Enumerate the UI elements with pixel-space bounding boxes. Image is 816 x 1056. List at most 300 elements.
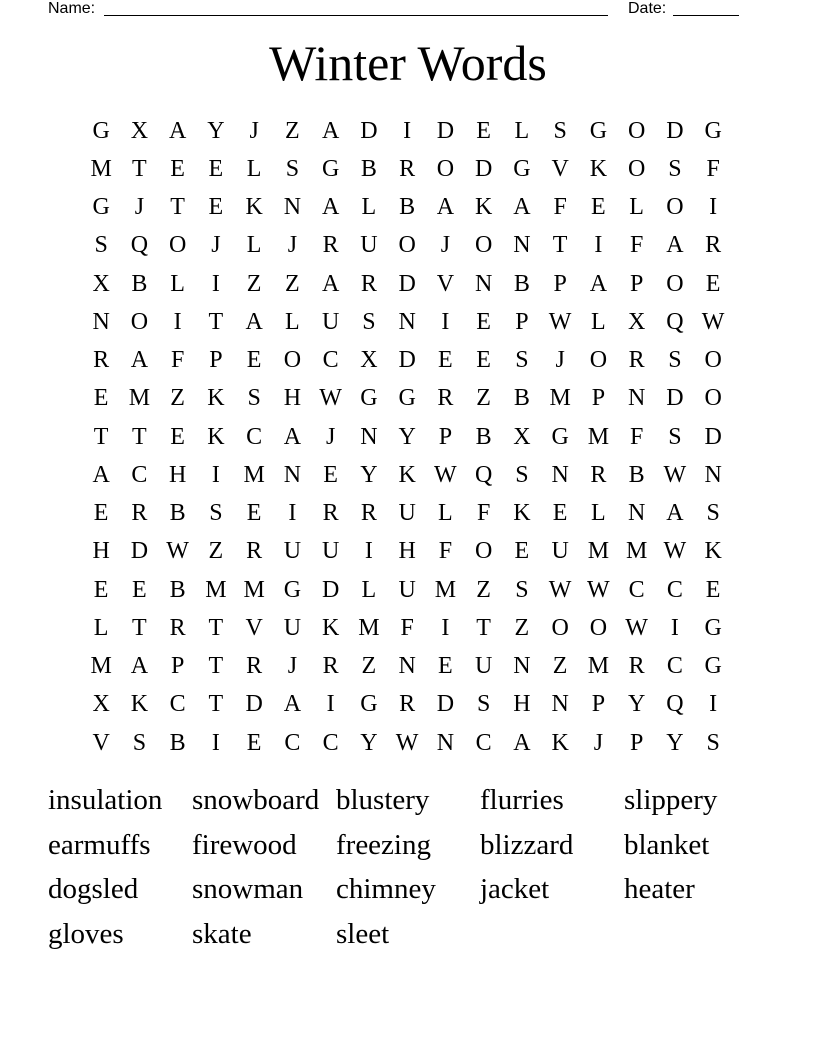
grid-cell: G [360,385,378,412]
grid-cell: R [246,653,263,680]
grid-cell: E [476,117,491,144]
grid-cell: E [93,500,109,527]
grid-cell: L [591,308,606,335]
grid-cell: V [551,155,569,182]
grid-cell: R [628,347,645,374]
grid-cell: G [92,117,110,144]
grid-cell: D [360,117,378,144]
grid-row [82,418,732,456]
grid-cell: Z [246,270,262,297]
grid-cell: X [130,117,149,144]
word-list-item: heater [624,873,695,905]
grid-cell: P [553,270,567,297]
grid-cell: M [90,155,112,182]
grid-cell: N [283,461,302,488]
grid-cell: A [321,270,340,297]
grid-cell: B [513,385,530,412]
grid-cell: U [474,653,493,680]
grid-cell: S [668,423,682,450]
grid-cell: K [513,500,531,527]
grid-cell: A [666,232,684,259]
grid-cell: E [246,729,262,756]
word-list-item: freezing [336,828,431,861]
grid-cell: E [476,347,491,374]
grid-cell: S [476,691,491,718]
grid-cell: J [134,194,145,221]
grid-cell: N [398,653,416,680]
grid-cell: E [514,538,530,565]
grid-cell: E [93,385,109,412]
grid-row [82,342,732,380]
grid-cell: V [436,270,455,297]
grid-cell: O [551,614,569,641]
grid-cell: V [92,729,110,756]
word-list-item: sleet [336,917,390,950]
grid-cell: R [705,232,722,259]
grid-cell: A [92,461,110,488]
grid-cell: M [549,385,571,412]
grid-cell: E [438,347,453,374]
date-blank-line [673,15,739,16]
grid-cell: W [587,576,610,603]
grid-cell: E [705,270,721,297]
grid-cell: B [628,461,645,488]
grid-cell: L [361,194,377,221]
grid-cell: N [627,500,646,527]
grid-cell: B [131,270,148,297]
grid-cell: Y [360,729,378,756]
grid-cell: G [704,117,722,144]
grid-cell: K [589,155,608,182]
word-list-item: dogsled [48,873,139,905]
grid-cell: R [322,232,339,259]
grid-cell: M [587,653,610,680]
grid-cell: N [551,691,569,718]
grid-cell: D [130,538,149,565]
grid-cell: R [399,155,416,182]
grid-cell: C [666,576,683,603]
grid-cell: M [205,576,227,603]
grid-cell: M [587,423,610,450]
grid-cell: S [362,308,376,335]
grid-cell: K [207,423,225,450]
grid-cell: G [283,576,302,603]
grid-cell: E [208,194,224,221]
grid-cell: X [92,691,110,718]
grid-row [82,609,732,647]
grid-cell: P [515,308,529,335]
grid-cell: A [245,308,263,335]
grid-cell: I [173,308,182,335]
grid-cell: O [474,538,493,565]
grid-cell: R [628,653,645,680]
grid-cell: W [548,308,572,335]
grid-cell: T [208,614,224,641]
grid-cell: R [246,538,263,565]
grid-cell: I [403,117,412,144]
grid-cell: X [360,347,378,374]
grid-cell: I [594,232,603,259]
grid-cell: A [168,117,187,144]
grid-cell: J [325,423,336,450]
word-list-item: chimney [336,873,436,905]
word-list-item: blustery [336,784,430,816]
grid-cell: Z [361,653,377,680]
grid-cell: T [208,691,224,718]
grid-cell: R [322,653,339,680]
grid-cell: J [211,232,221,259]
grid-cell: A [436,194,455,221]
grid-cell: E [705,576,721,603]
grid-cell: I [670,614,679,641]
grid-cell: D [704,423,722,450]
grid-cell: M [243,461,265,488]
grid-cell: T [132,155,147,182]
grid-cell: B [169,729,186,756]
grid-cell: P [591,691,606,718]
grid-cell: U [321,538,340,565]
word-list [48,780,768,958]
grid-cell: T [93,423,109,450]
grid-cell: S [706,729,720,756]
grid-cell: N [474,270,493,297]
grid-cell: N [398,308,416,335]
grid-cell: O [627,155,646,182]
grid-cell: C [131,461,148,488]
grid-cell: U [321,308,340,335]
grid-cell: U [360,232,378,259]
grid-cell: E [323,461,338,488]
grid-cell: T [132,423,147,450]
grid-cell: U [551,538,569,565]
grid-cell: K [130,691,149,718]
grid-cell: F [629,232,644,259]
grid-cell: N [551,461,569,488]
grid-cell: H [283,385,302,412]
grid-row [82,189,732,227]
grid-cell: Z [552,653,568,680]
grid-cell: S [94,232,108,259]
grid-cell: F [438,538,453,565]
grid-cell: S [247,385,261,412]
grid-cell: Q [130,232,149,259]
grid-row [82,495,732,533]
grid-cell: Y [627,691,646,718]
grid-cell: X [92,270,110,297]
grid-row [82,150,732,188]
grid-cell: W [395,729,419,756]
grid-cell: S [706,500,720,527]
grid-cell: W [663,538,687,565]
word-list-item: slippery [624,784,718,816]
grid-cell: Z [285,270,300,297]
grid-cell: N [513,232,531,259]
grid-cell: B [360,155,377,182]
grid-cell: G [551,423,569,450]
grid-cell: Y [666,729,684,756]
grid-cell: T [170,194,185,221]
grid-cell: Y [398,423,416,450]
grid-cell: E [170,155,185,182]
grid-cell: K [551,729,569,756]
grid-cell: R [360,500,377,527]
grid-cell: N [436,729,455,756]
grid-cell: E [476,308,491,335]
grid-cell: O [666,194,684,221]
grid-cell: G [704,614,722,641]
grid-cell: Z [285,117,300,144]
grid-cell: Q [666,691,684,718]
date-label: Date: [628,0,667,17]
grid-cell: F [553,194,567,221]
grid-cell: D [474,155,493,182]
grid-cell: N [92,308,110,335]
grid-cell: Z [170,385,185,412]
grid-cell: F [706,155,720,182]
grid-cell: I [326,691,335,718]
grid-cell: L [438,500,453,527]
grid-cell: D [321,576,340,603]
grid-cell: R [590,461,607,488]
grid-cell: W [625,614,648,641]
grid-cell: C [666,653,683,680]
grid-cell: T [132,614,147,641]
grid-cell: H [398,538,416,565]
grid-cell: G [321,155,340,182]
grid-cell: N [360,423,378,450]
grid-cell: F [170,347,185,374]
grid-cell: R [93,347,110,374]
grid-cell: E [208,155,224,182]
grid-row [82,303,732,341]
grid-cell: L [591,500,606,527]
grid-cell: O [666,270,684,297]
grid-cell: G [513,155,531,182]
word-list-item: snowman [192,873,304,905]
grid-cell: O [436,155,455,182]
grid-cell: G [398,385,416,412]
grid-cell: H [92,538,110,565]
grid-cell: Z [208,538,224,565]
grid-cell: O [589,614,608,641]
grid-cell: B [169,576,186,603]
grid-cell: O [398,232,416,259]
grid-cell: M [358,614,380,641]
grid-cell: C [322,729,339,756]
grid-cell: O [474,232,493,259]
grid-cell: M [90,653,112,680]
grid-cell: U [283,614,302,641]
grid-cell: P [438,423,453,450]
grid-cell: K [398,461,416,488]
grid-cell: I [211,729,220,756]
grid-cell: W [663,461,687,488]
grid-cell: L [285,308,300,335]
grid-cell: S [553,117,567,144]
grid-cell: R [399,691,416,718]
word-list-item: gloves [48,917,124,950]
grid-cell: J [440,232,451,259]
grid-cell: Z [476,385,491,412]
grid-cell: A [321,194,340,221]
grid-cell: U [398,500,416,527]
grid-cell: C [628,576,645,603]
grid-cell: A [283,423,302,450]
grid-cell: A [321,117,340,144]
grid-cell: M [243,576,265,603]
word-list-item: jacket [480,873,550,905]
grid-cell: S [285,155,300,182]
grid-cell: W [319,385,342,412]
grid-cell: O [627,117,646,144]
grid-cell: Z [476,576,491,603]
grid-cell: D [245,691,263,718]
grid-cell: R [131,500,148,527]
grid-cell: E [246,347,262,374]
grid-cell: O [283,347,302,374]
grid-cell: D [436,691,455,718]
grid-cell: L [246,155,262,182]
grid-cell: D [666,117,684,144]
grid-cell: E [246,500,262,527]
grid-cell: I [288,500,297,527]
grid-cell: B [169,500,186,527]
word-list-item: blanket [624,828,710,861]
grid-cell: E [591,194,606,221]
grid-row [82,265,732,303]
grid-cell: L [361,576,377,603]
grid-cell: I [364,538,373,565]
grid-cell: N [513,653,531,680]
grid-row [82,112,732,150]
grid-cell: P [629,270,644,297]
grid-cell: A [513,194,531,221]
grid-cell: B [513,270,530,297]
grid-cell: E [93,576,109,603]
page-title: Winter Words [269,35,547,91]
word-list-item: firewood [192,828,297,861]
grid-cell: O [704,385,722,412]
grid-cell: E [170,423,185,450]
grid-cell: M [434,576,457,603]
grid-cell: S [668,155,682,182]
grid-cell: O [168,232,187,259]
grid-cell: S [515,461,529,488]
grid-cell: X [627,308,646,335]
grid-cell: S [209,500,223,527]
grid-cell: F [629,423,644,450]
grid-cell: C [475,729,492,756]
grid-cell: F [400,614,414,641]
grid-cell: E [438,653,453,680]
grid-cell: H [513,691,531,718]
grid-cell: T [208,653,224,680]
word-list-item: insulation [48,784,163,816]
grid-cell: I [709,691,718,718]
word-list-item: skate [192,917,252,950]
grid-row [82,456,732,494]
grid-cell: M [625,538,648,565]
grid-cell: F [476,500,491,527]
grid-cell: K [245,194,263,221]
grid-cell: P [170,653,185,680]
grid-cell: A [130,347,149,374]
grid-cell: G [589,117,608,144]
grid-cell: L [246,232,262,259]
grid-cell: U [398,576,416,603]
grid-cell: T [208,308,224,335]
grid-cell: X [513,423,531,450]
grid-cell: S [515,576,529,603]
grid-cell: W [548,576,572,603]
grid-cell: W [166,538,189,565]
grid-cell: R [360,270,377,297]
grid-row [82,724,732,762]
grid-cell: R [169,614,186,641]
grid-cell: K [207,385,225,412]
grid-cell: L [170,270,185,297]
grid-cell: J [287,653,298,680]
grid-cell: E [132,576,147,603]
grid-cell: R [322,500,339,527]
grid-cell: P [591,385,606,412]
grid-cell: V [245,614,263,641]
grid-cell: Y [207,117,225,144]
grid-cell: Z [514,614,530,641]
grid-cell: A [283,691,302,718]
grid-cell: T [552,232,568,259]
grid-cell: J [593,729,604,756]
grid-cell: J [287,232,298,259]
grid-row [82,227,732,265]
grid-cell: M [128,385,151,412]
grid-cell: M [587,538,610,565]
word-list-item: blizzard [480,828,574,861]
grid-cell: G [704,653,722,680]
grid-cell: A [589,270,608,297]
grid-cell: D [666,385,684,412]
grid-cell: B [399,194,416,221]
grid-cell: O [704,347,722,374]
grid-cell: A [130,653,149,680]
grid-cell: N [283,194,302,221]
grid-cell: B [475,423,492,450]
grid-cell: U [283,538,302,565]
grid-cell: D [398,347,416,374]
grid-cell: O [589,347,608,374]
grid-cell: Q [666,308,684,335]
word-list-item: snowboard [192,784,320,816]
grid-cell: S [515,347,529,374]
grid-cell: Q [474,461,493,488]
word-list-item: earmuffs [48,828,151,861]
grid-cell: J [249,117,259,144]
grid-cell: I [211,270,220,297]
grid-row [82,686,732,724]
grid-cell: K [321,614,340,641]
grid-cell: J [555,347,565,374]
word-list-item: flurries [480,784,564,816]
grid-cell: L [514,117,530,144]
grid-cell: W [701,308,725,335]
grid-cell: C [246,423,263,450]
grid-cell: G [92,194,110,221]
grid-cell: N [704,461,722,488]
grid-cell: G [360,691,378,718]
grid-cell: A [666,500,684,527]
header [0,0,816,20]
name-blank-line [104,15,608,16]
